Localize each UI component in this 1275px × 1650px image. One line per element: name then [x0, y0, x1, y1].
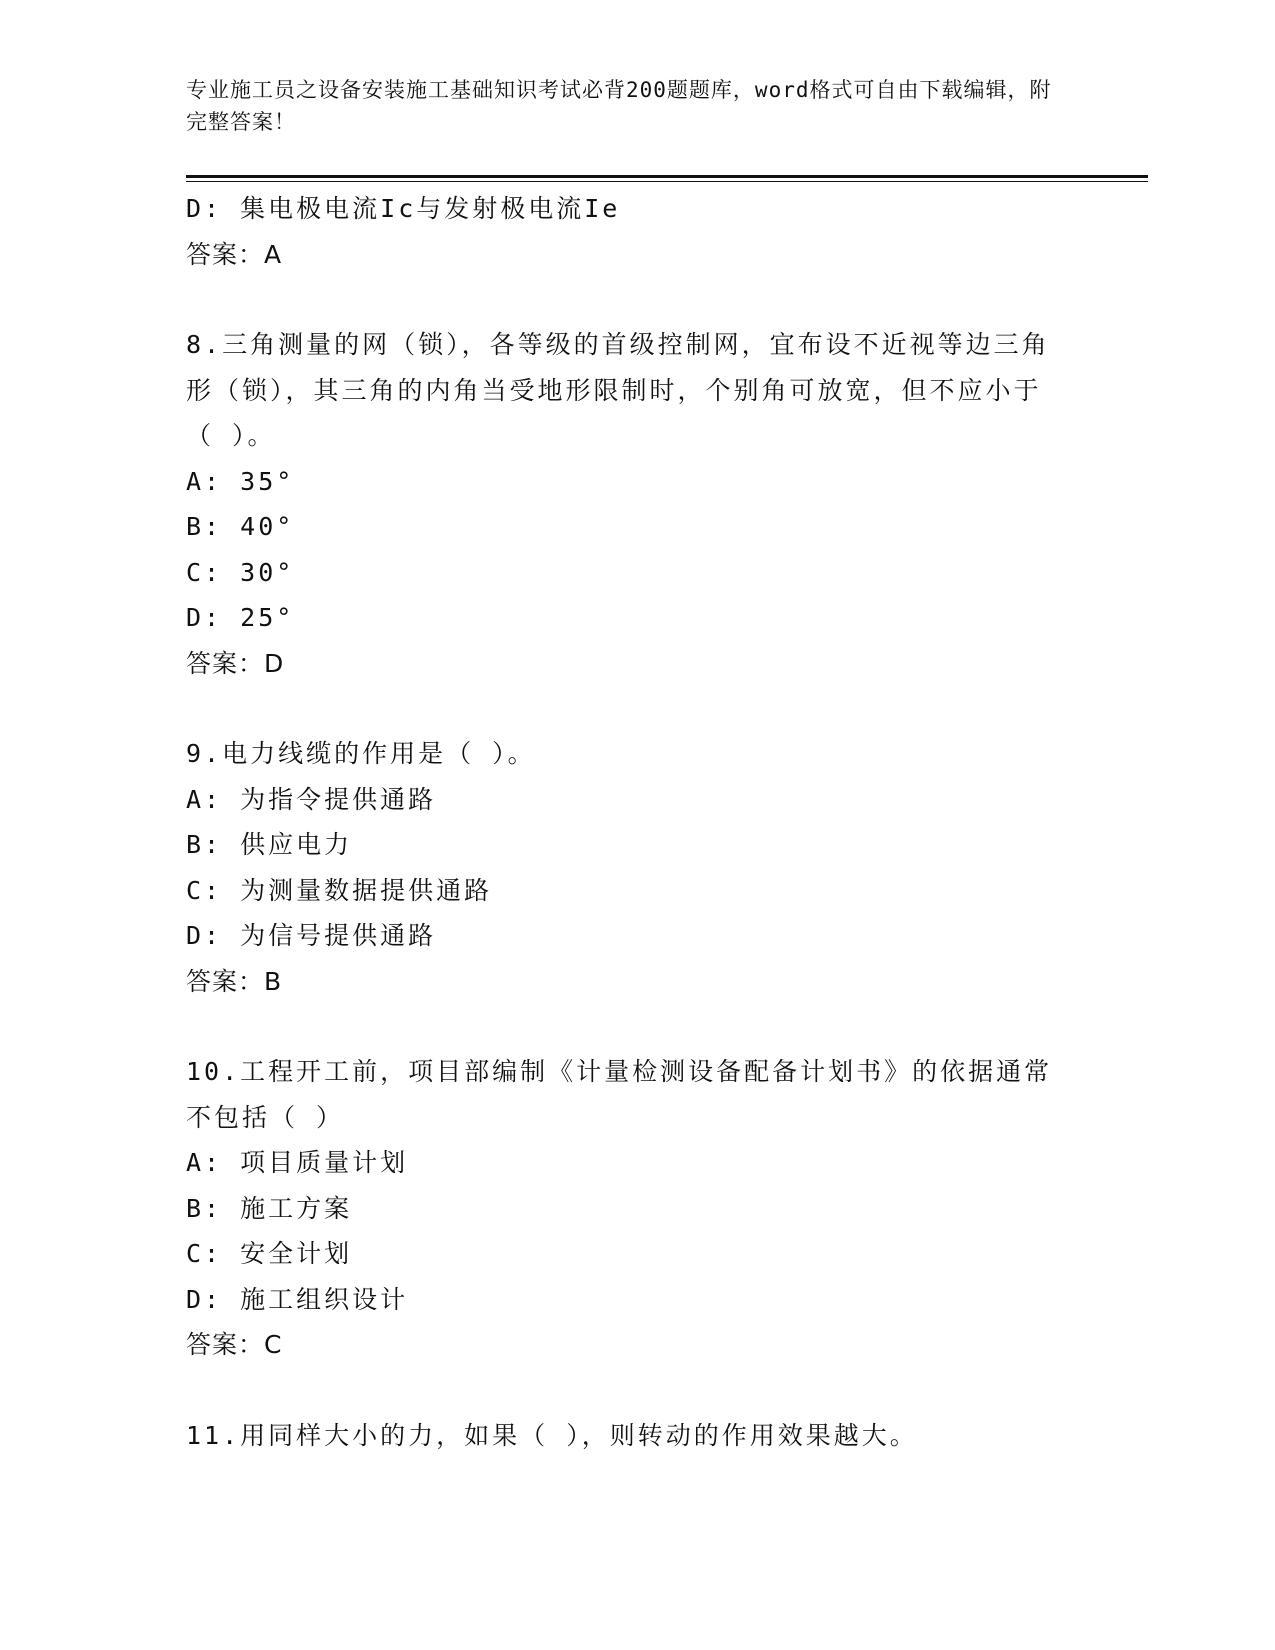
option-b: B: 施工方案: [186, 1193, 353, 1223]
option-d: D: 25°: [186, 603, 295, 632]
spacer: [186, 1004, 1086, 1049]
question-stem: 8.三角测量的网（锁），各等级的首级控制网，宜布设不近视等边三角形（锁），其三角的内角当受地形限制时，个别角可放宽，但不应小于（ ）。: [186, 330, 1050, 450]
option-b: B: 供应电力: [186, 830, 353, 859]
question-7-tail: [186, 186, 1086, 277]
header-text: 专业施工员之设备安装施工基础知识考试必背200题题库，word格式可自由下载编辑，附完整答案！: [186, 78, 1052, 134]
option-a: A: 项目质量计划: [186, 1148, 409, 1177]
option-b: B: 40°: [186, 512, 295, 541]
option-c: C: 安全计划: [186, 1239, 353, 1268]
option-d: D: 为信号提供通路: [186, 921, 437, 950]
option-c: C: 30°: [186, 557, 295, 587]
option-d: D: 施工组织设计: [186, 1284, 409, 1314]
question-stem: 9.电力线缆的作用是（ ）。: [186, 739, 536, 768]
answer-line: 答案：A: [186, 239, 283, 269]
spacer: [186, 277, 1086, 322]
option-d: D: 集电极电流Ic与发射极电流Ie: [186, 194, 621, 223]
option-c: C: 为测量数据提供通路: [186, 875, 493, 905]
question-11: [186, 1413, 1086, 1459]
option-a: A: 35°: [186, 466, 295, 496]
spacer: [186, 1368, 1086, 1413]
answer-line: 答案：D: [186, 648, 285, 678]
question-stem: 10.工程开工前，项目部编制《计量检测设备配备计划书》的依据通常不包括（ ）: [186, 1057, 1053, 1132]
document-header: [186, 74, 1066, 138]
question-10: [186, 1049, 1086, 1368]
spacer: [186, 686, 1086, 731]
question-9: [186, 731, 1086, 1004]
question-8: [186, 322, 1086, 686]
answer-line: 答案：C: [186, 1330, 283, 1359]
question-list: [186, 186, 1086, 1458]
header-divider-thin: [186, 181, 1148, 182]
answer-line: 答案：B: [186, 966, 283, 996]
header-divider-thick: [186, 175, 1148, 178]
question-stem: 11.用同样大小的力，如果（ ），则转动的作用效果越大。: [186, 1420, 918, 1450]
option-a: A: 为指令提供通路: [186, 784, 437, 814]
